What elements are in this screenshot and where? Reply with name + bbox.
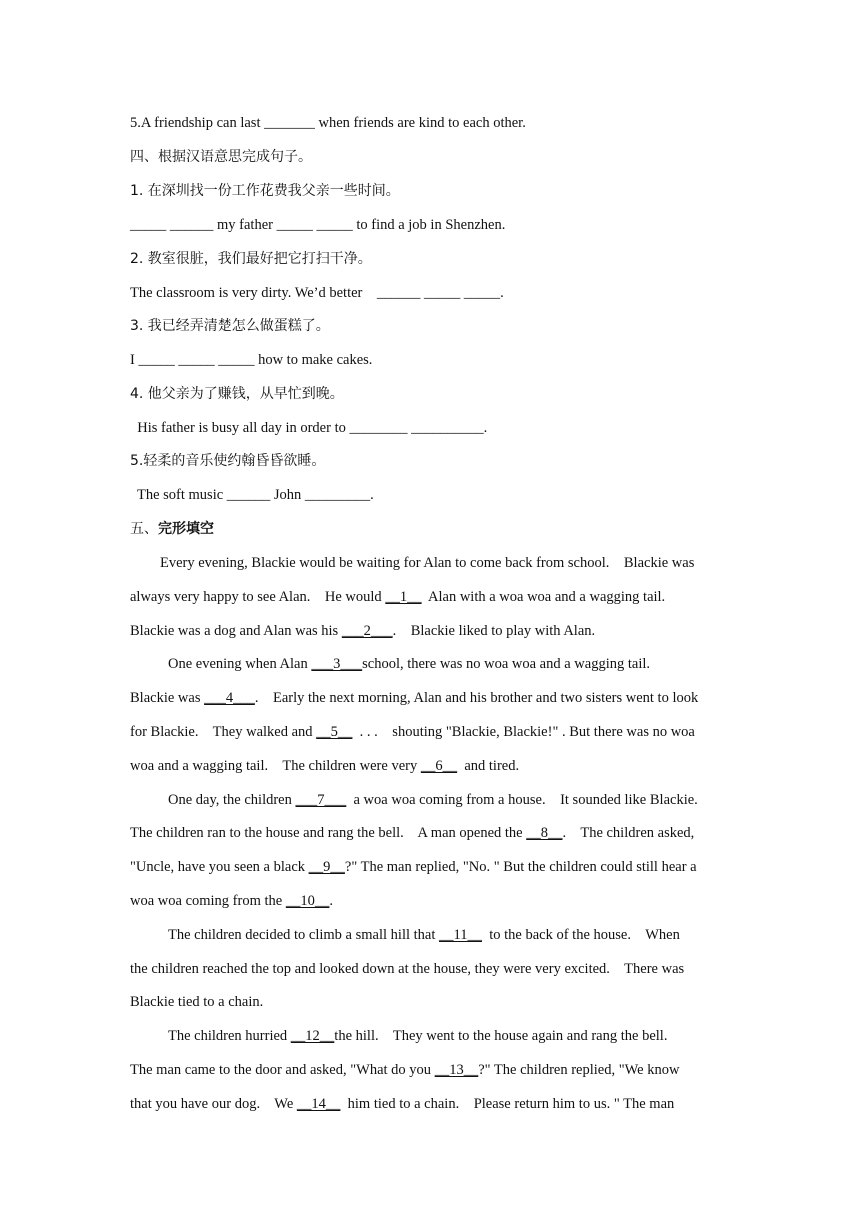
blank-14: __14__ bbox=[296, 1096, 341, 1112]
section-5-title: 完形填空 bbox=[158, 521, 214, 537]
text-run: The man came to the door and asked, "What do you bbox=[130, 1062, 435, 1078]
text-run: . Blackie liked to play with Alan. bbox=[392, 623, 596, 639]
text-run: ?" The man replied, "No. " But the children could still hear a bbox=[344, 859, 697, 875]
text-run: woa and a wagging tail. The children were very bbox=[130, 758, 421, 774]
text-run: The children hurried bbox=[168, 1028, 291, 1044]
passage-line: Blackie tied to a chain. bbox=[130, 994, 264, 1010]
item-1-english: _____ ______ my father _____ _____ to find a job in Shenzhen. bbox=[130, 217, 506, 233]
passage-line bbox=[130, 757, 519, 775]
item-5-chinese: 5.轻柔的音乐使约翰昏昏欲睡。 bbox=[130, 453, 326, 469]
blank-5: __5__ bbox=[316, 724, 353, 740]
passage-line: Every evening, Blackie would be waiting for Alan to come back from school. Blackie was bbox=[160, 555, 695, 571]
item-3-chinese: 3. 我已经弄清楚怎么做蛋糕了。 bbox=[130, 318, 330, 334]
passage-line bbox=[130, 858, 697, 876]
text-run: The children decided to climb a small hill that bbox=[168, 927, 439, 943]
item-4-english: His father is busy all day in order to ________ __________. bbox=[130, 420, 488, 436]
text-run: and tired. bbox=[457, 758, 520, 774]
blank-4: ___4___ bbox=[204, 690, 255, 706]
item-4-chinese: 4. 他父亲为了赚钱，从早忙到晚。 bbox=[130, 386, 344, 402]
text-run: One evening when Alan bbox=[168, 656, 312, 672]
text-run: One day, the children bbox=[168, 792, 296, 808]
blank-10: __10__ bbox=[285, 893, 330, 909]
passage-line bbox=[130, 622, 595, 640]
blank-9: __9__ bbox=[308, 859, 345, 875]
text-run: to the back of the house. When bbox=[481, 927, 680, 943]
passage-line bbox=[168, 791, 698, 809]
text-run: woa woa coming from the bbox=[130, 893, 286, 909]
text-run: school, there was no woa woa and a wagging tail. bbox=[362, 656, 651, 672]
passage-line bbox=[168, 655, 650, 673]
passage-line bbox=[130, 892, 333, 910]
blank-6: __6__ bbox=[420, 758, 458, 774]
blank-12: __12__ bbox=[290, 1028, 335, 1044]
section-5-heading bbox=[130, 520, 214, 538]
text-run: that you have our dog. We bbox=[130, 1096, 297, 1112]
blank-8: __8__ bbox=[526, 825, 563, 841]
text-run: . . . shouting "Blackie, Blackie!" . But there was no woa bbox=[352, 724, 695, 740]
text-run: The children ran to the house and rang the bell. A man opened the bbox=[130, 825, 527, 841]
text-run: for Blackie. They walked and bbox=[130, 724, 317, 740]
passage-line: the children reached the top and looked down at the house, they were very excited. There was bbox=[130, 961, 685, 977]
passage-line bbox=[130, 588, 665, 606]
text-run: ?" The children replied, "We know bbox=[478, 1062, 680, 1078]
text-run: the hill. They went to the house again and rang the bell. bbox=[334, 1028, 668, 1044]
question-5-friendship: 5.A friendship can last _______ when friends are kind to each other. bbox=[130, 115, 526, 131]
text-run: Alan with a woa woa and a wagging tail. bbox=[421, 589, 666, 605]
text-run: always very happy to see Alan. He would bbox=[130, 589, 386, 605]
blank-7: ___7___ bbox=[295, 792, 347, 808]
blank-11: __11__ bbox=[439, 927, 482, 943]
passage-line bbox=[168, 1027, 667, 1045]
text-run: Blackie was bbox=[130, 690, 205, 706]
text-run: him tied to a chain. Please return him to us. " The man bbox=[340, 1096, 675, 1112]
passage-line bbox=[130, 723, 695, 741]
item-2-english: The classroom is very dirty. We’d better ______ _____ _____. bbox=[130, 285, 504, 301]
passage-line bbox=[130, 1095, 674, 1113]
text-run: a woa woa coming from a house. It sounded like Blackie. bbox=[346, 792, 698, 808]
item-1-chinese: 1. 在深圳找一份工作花费我父亲一些时间。 bbox=[130, 183, 400, 199]
section-5-prefix: 五、 bbox=[130, 521, 158, 537]
text-run: Blackie was a dog and Alan was his bbox=[130, 623, 342, 639]
item-5-english: The soft music ______ John _________. bbox=[130, 487, 374, 503]
passage-line bbox=[130, 1061, 679, 1079]
text-run: . Early the next morning, Alan and his brother and two sisters went to look bbox=[254, 690, 699, 706]
blank-3: ___3___ bbox=[311, 656, 363, 672]
text-run: . bbox=[329, 893, 333, 909]
section-4-heading: 四、根据汉语意思完成句子。 bbox=[130, 149, 312, 165]
passage-line bbox=[130, 689, 698, 707]
item-2-chinese: 2. 教室很脏，我们最好把它打扫干净。 bbox=[130, 251, 372, 267]
item-3-english: I _____ _____ _____ how to make cakes. bbox=[130, 352, 373, 368]
passage-line bbox=[168, 926, 680, 944]
text-run: "Uncle, have you seen a black bbox=[130, 859, 309, 875]
blank-1: __1__ bbox=[385, 589, 422, 605]
blank-2: ___2___ bbox=[341, 623, 393, 639]
passage-line bbox=[130, 824, 694, 842]
blank-13: __13__ bbox=[434, 1062, 479, 1078]
text-run: . The children asked, bbox=[562, 825, 695, 841]
